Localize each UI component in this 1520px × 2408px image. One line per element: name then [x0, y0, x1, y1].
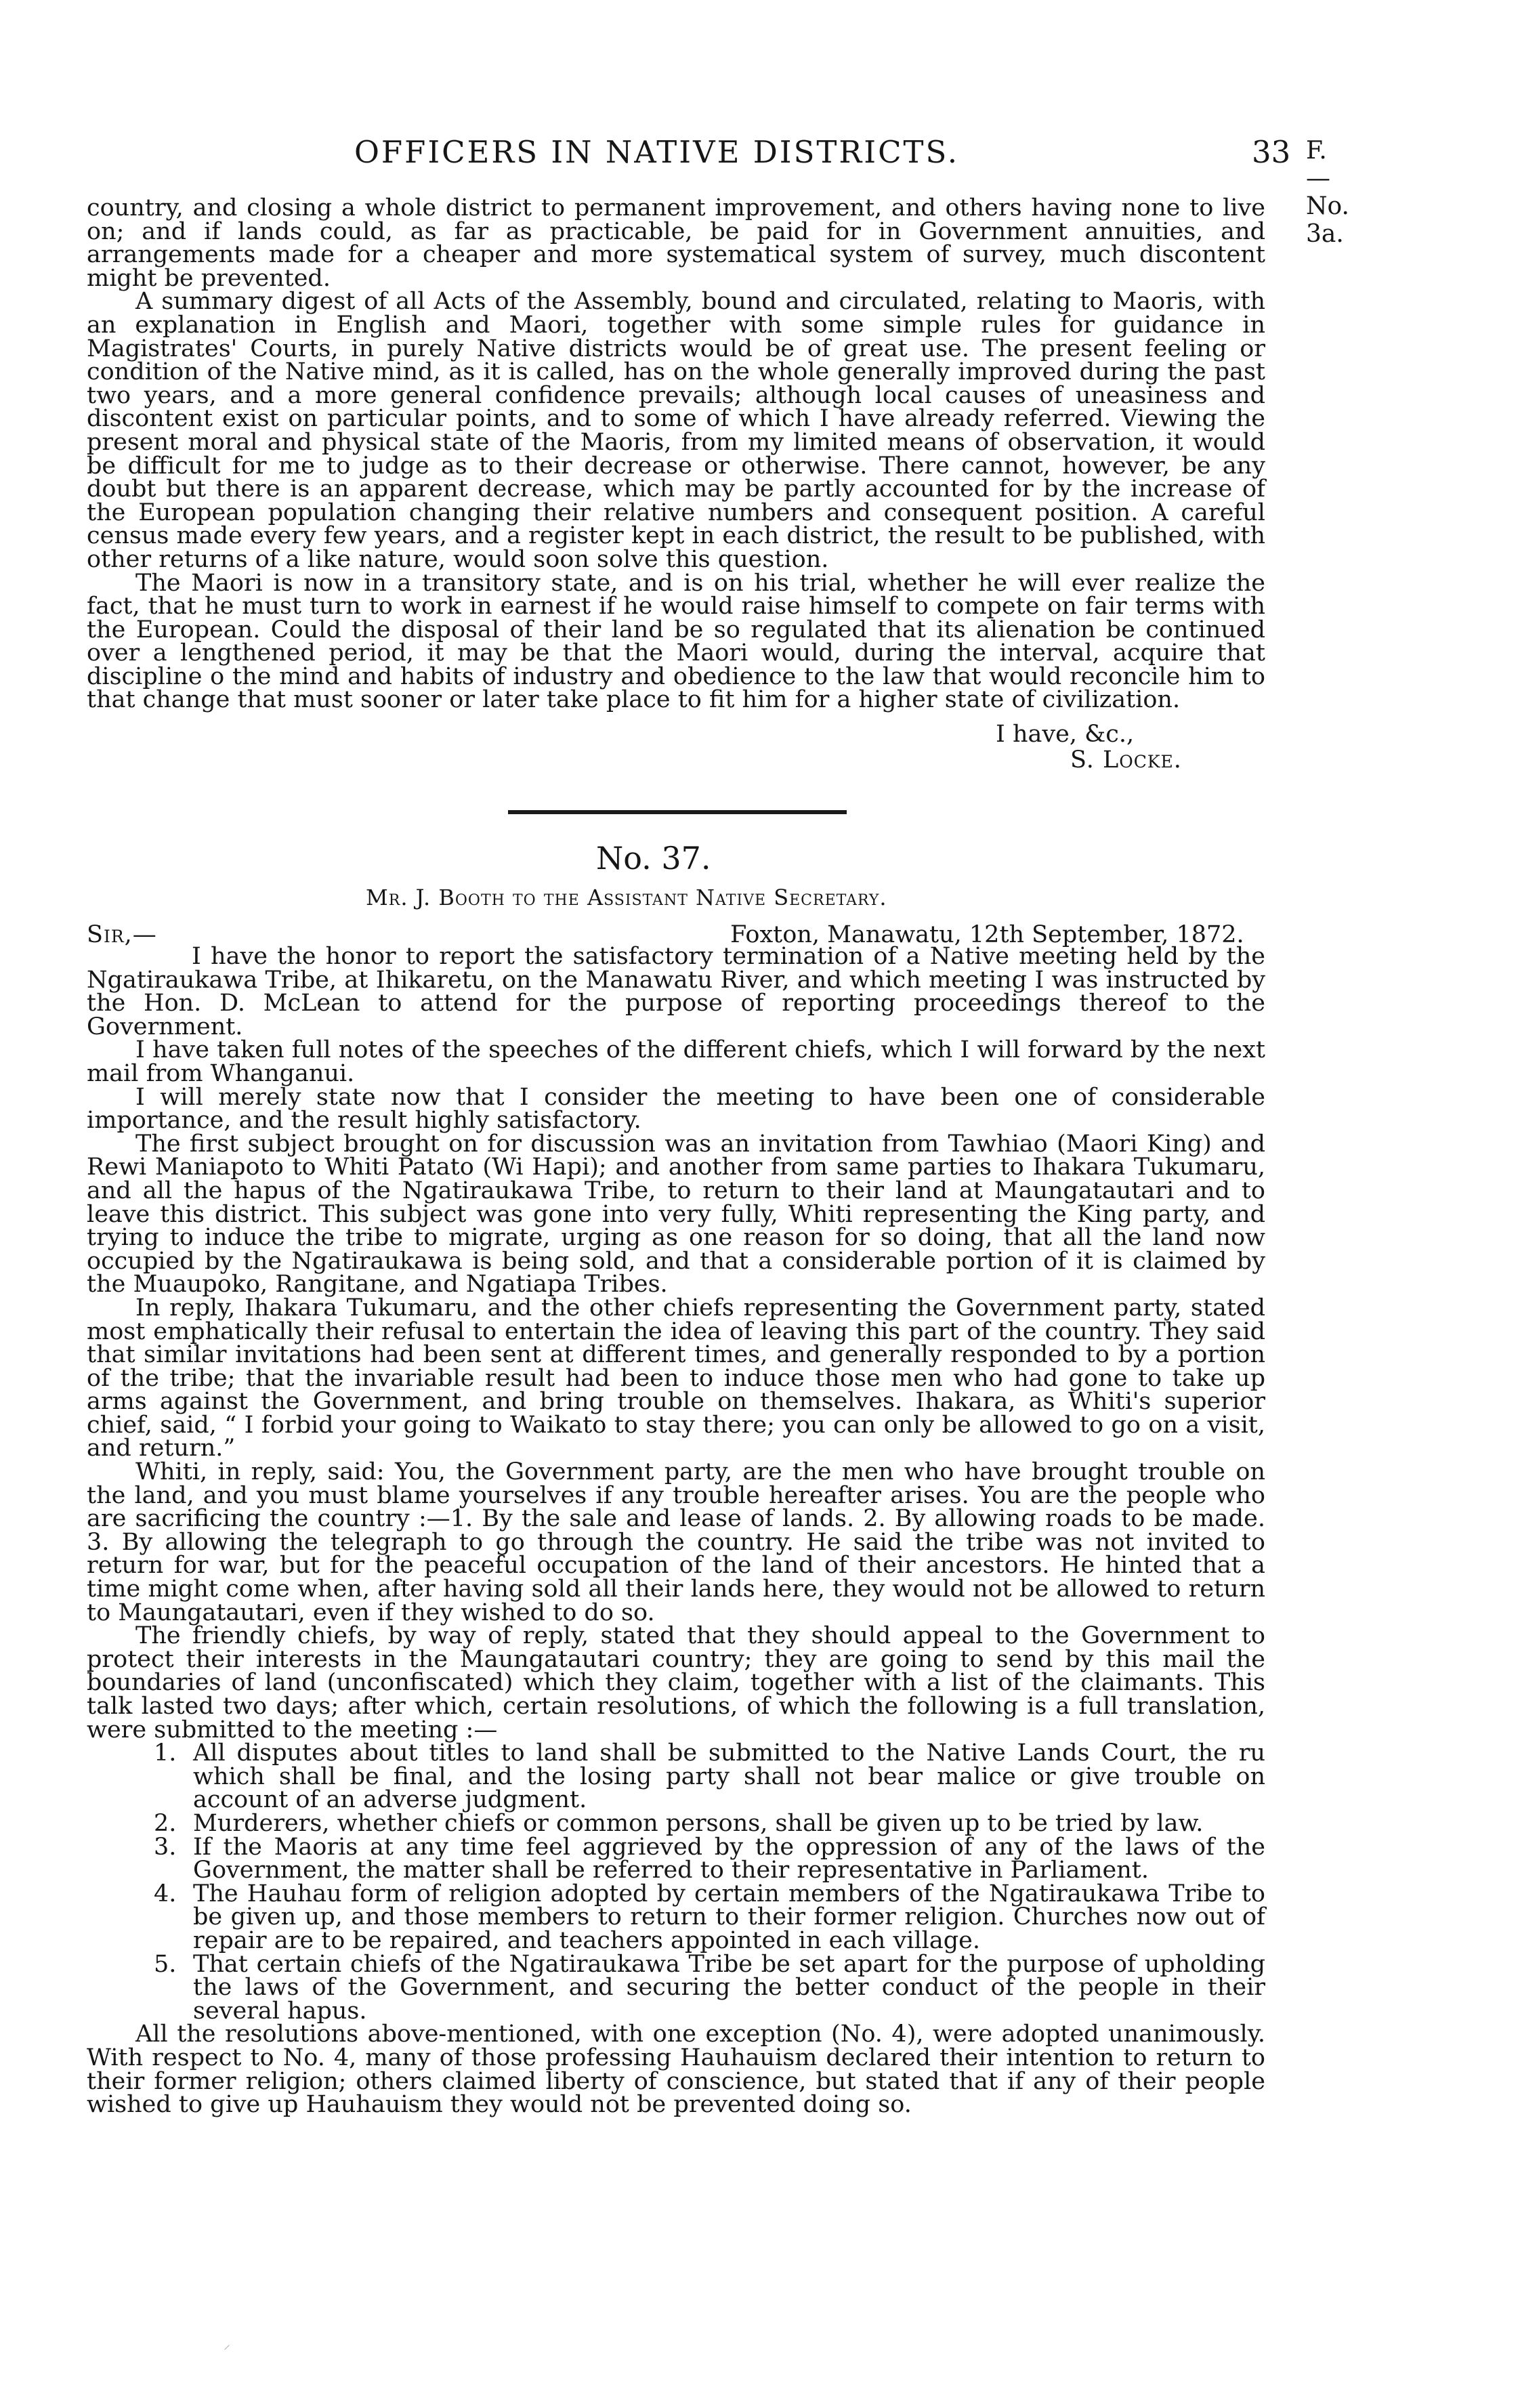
signoff — [996, 721, 1182, 773]
salutation: Sir,— — [87, 921, 157, 948]
list-item — [87, 1950, 1265, 2025]
resolution-number: 3. — [154, 1833, 177, 1861]
list-item — [87, 1741, 1265, 1812]
running-head-title: OFFICERS IN NATIVE DISTRICTS. — [354, 134, 960, 170]
signature: S. Locke. — [1070, 746, 1182, 774]
paper-reference: F.—No. 3a. — [1306, 137, 1349, 248]
paragraph: country, and closing a whole district to permanent improvement, and others having none to live on; and if lands could, as far as practicable, be paid for in Government annuities, and arrangements made for a cheaper and more systematical system of survey, much discontent might be prevented. — [87, 194, 1265, 292]
letter-number: No. 37. — [596, 840, 711, 876]
paragraph: The first subject brought on for discussion was an invitation from Tawhiao (Maori King) and Rewi Maniapoto to Whiti Patato (Wi Hapi); and another from same parties to Ihakara Tukumaru, and all the hapus of the Ngatiraukawa Tribe, to return to their land at Maungatautari and to leave this district. This subject was gone into very fully, Whiti representing the King party, and trying to induce the tribe to migrate, urging as one reason for so doing, that all the land now occupied by the Ngatiraukawa is being sold, and that a considerable portion of it is claimed by the Muaupoko, Rangitane, and Ngatiapa Tribes. — [87, 1130, 1265, 1298]
section-divider — [508, 810, 847, 814]
place-date: Foxton, Manawatu, 12th September, 1872. — [730, 921, 1244, 948]
resolution-number: 1. — [154, 1739, 177, 1767]
paragraph: Whiti, in reply, said: You, the Government party, are the men who have brought trouble on the land, and you must blame yourselves if any trouble hereafter arises. You are the people who are sacrificing the country :—1. By the sale and lease of lands. 2. By allowing roads to be made. 3. By allowing the telegraph to go through the country. He said the tribe was not invited to return for war, but for the peaceful occupation of the land of their ancestors. He hinted that a time might come when, after having sold all their lands here, they would not be allowed to return to Maungatautari, even if they wished to do so. — [87, 1458, 1265, 1626]
list-item — [87, 1809, 1265, 1837]
paragraph: The friendly chiefs, by way of reply, stated that they should appeal to the Government to protect their interests in the Maungatautari country; they are going to send by this mail the boundaries of land (unconfiscated) which they claim, together with a list of the claimants. This talk lasted two days; after which, certain resolutions, of which the following is a full translation, were submitted to the meeting :— — [87, 1622, 1265, 1744]
resolution-number: 4. — [154, 1880, 177, 1907]
paragraph: In reply, Ihakara Tukumaru, and the other chiefs representing the Government party, stated most emphatically their refusal to entertain the idea of leaving this part of the country. They said that similar invitations had been sent at different times, and generally responded to by a portion of the tribe; that the invariable result had been to induce those men who had gone to take up arms against the Government, and bring trouble on themselves. Ihakara, as Whiti's superior chief, said, “ I forbid your going to Waikato to stay there; you can only be allowed to go on a visit, and return.” — [87, 1294, 1265, 1462]
list-item — [87, 1833, 1265, 1884]
paragraph: I will merely state now that I consider the meeting to have been one of considerable importance, and the result highly satisfactory. — [87, 1083, 1265, 1135]
intro-section — [87, 196, 1265, 712]
letter-body — [87, 945, 1265, 2117]
letter-subheading: Mr. J. Booth to the Assistant Native Secretary. — [366, 885, 887, 910]
closing: I have, &c., — [996, 721, 1135, 748]
resolution-text: That certain chiefs of the Ngatiraukawa Tribe be set apart for the purpose of upholding the laws of the Government, and securing the better conduct of the people in their several hapus. — [193, 1950, 1265, 2025]
paragraph: I have the honor to report the satisfactory termination of a Native meeting held by the Ngatiraukawa Tribe, at Ihikaretu, on the Manawatu River, and which meeting I was instructed by the Hon. D. McLean to attend for the purpose of reporting proceedings thereof to the Government. — [87, 943, 1265, 1040]
paragraph: All the resolutions above-mentioned, with one exception (No. 4), were adopted unanimously. With respect to No. 4, many of those professing Hauhauism declared their intention to return to their former religion; others claimed liberty of conscience, but stated that if any of their people wished to give up Hauhauism they would not be prevented doing so. — [87, 2021, 1265, 2119]
paragraph: A summary digest of all Acts of the Assembly, bound and circulated, relating to Maoris, with an explanation in English and Maori, together with some simple rules for guidance in Magistrates' Courts, in purely Native districts would be of great use. The present feeling or condition of the Native mind, as it is called, has on the whole generally improved during the past two years, and a more general confidence prevails; although local causes of uneasiness and discontent exist on particular points, and to some of which I have already referred. Viewing the present moral and physical state of the Maoris, from my limited means of observation, it would be difficult for me to judge as to their decrease or otherwise. There cannot, however, be any doubt but there is an apparent decrease, which may be partly accounted for by the increase of the European population changing their relative numbers and consequent position. A careful census made every few years, and a register kept in each district, the result to be published, with other returns of a like nature, would soon solve this question. — [87, 288, 1265, 573]
paragraph: I have taken full notes of the speeches of the different chiefs, which I will forward by the next mail from Whanganui. — [87, 1036, 1265, 1087]
resolution-number: 5. — [154, 1950, 177, 1978]
resolution-text: If the Maoris at any time feel aggrieved by the oppression of any of the laws of the Government, the matter shall be referred to their representative in Parliament. — [193, 1833, 1265, 1884]
resolution-text: The Hauhau form of religion adopted by certain members of the Ngatiraukawa Tribe to be given up, and those members to return to their former religion. Churches now out of repair are to be repaired, and teachers appointed in each village. — [193, 1880, 1265, 1954]
resolution-text: All disputes about titles to land shall be submitted to the Native Lands Court, the ru which shall be final, and the losing party shall not bear malice or give trouble on account of an adverse judgment. — [193, 1739, 1265, 1814]
list-item — [87, 1882, 1265, 1953]
resolutions-list — [87, 1741, 1265, 2023]
resolution-number: 2. — [154, 1809, 177, 1837]
resolution-text: Murderers, whether chiefs or common persons, shall be given up to be tried by law. — [193, 1809, 1204, 1837]
scan-speck: ⸍ — [224, 2342, 230, 2358]
paragraph: The Maori is now in a transitory state, and is on his trial, whether he will ever realize the fact, that he must turn to work in earnest if he would raise himself to compete on fair terms with the European. Could the disposal of their land be so regulated that its alienation be continued over a lengthened period, it may be that the Maori would, during the interval, acquire that discipline o the mind and habits of industry and obedience to the law that would reconcile him to that change that must sooner or later take place to fit him for a higher state of civilization. — [87, 569, 1265, 714]
page-number: 33 — [1252, 134, 1291, 170]
